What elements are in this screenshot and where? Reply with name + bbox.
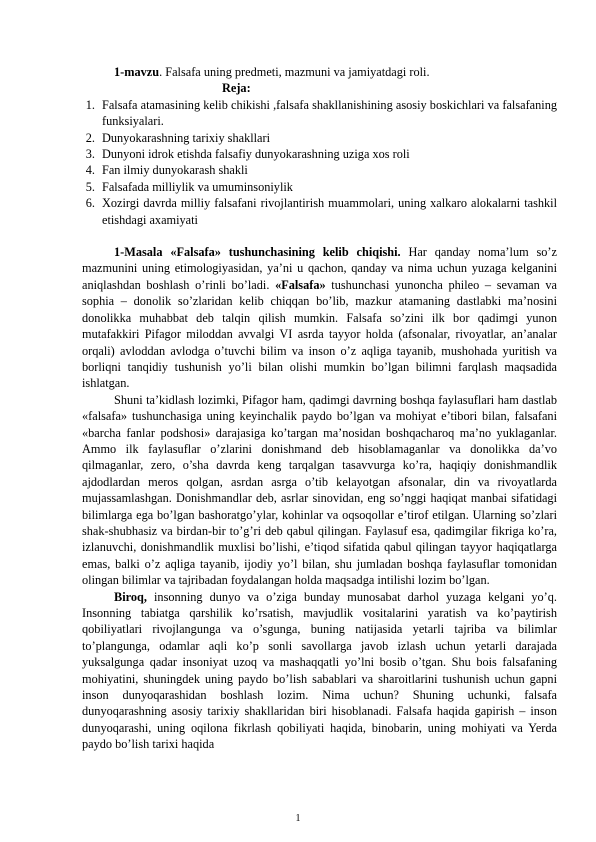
page-number: 1 (295, 813, 301, 824)
paragraph-3 (82, 589, 557, 753)
blank-line (82, 228, 557, 244)
topic-text: . Falsafa uning predmeti, mazmuni va jamiyatdagi roli. (159, 65, 430, 79)
plan-item: 3. Dunyoni idrok etishda falsafiy dunyokarashning uziga xos roli (98, 146, 557, 162)
document-page (82, 64, 557, 753)
plan-heading: Reja: (222, 81, 251, 96)
paragraph-1-text-a: Har qanday noma’lum so’z mazmunini uning etimologiyasidan, ya’ni u qachon, qanday va nima uchun yuzaga kelganini aniqlashdan boshlash o’rinli bo’ladi. (82, 245, 557, 292)
paragraph-3-lead: Biroq, (114, 589, 147, 604)
plan-item: 4. Fan ilmiy dunyokarash shakli (98, 162, 557, 178)
topic-title (82, 64, 557, 80)
plan-list (82, 97, 557, 228)
paragraph-2: Shuni ta’kidlash lozimki, Pifagor ham, qadimgi davrning boshqa faylasuflari ham dastlab «falsafa» tushunchasiga uning keyinchalik paydo bo’lgan va mohiyat e’tibori bilan, falsafani «barcha fanlar podshosi» darajasiga ko’targan ma’nosidan boshqacharoq ma’no yuklaganlar. Ammo ilk faylasuflar o’zlarini donishmand deb hisoblamaganlar va donolikka da’vo qilmaganlar, zero, o’sha davrda keng tarqalgan tasavvurga ko’ra, haqiqiy donishmandlik ajdodlardan meros qolgan, asrdan asrga o’tib kelayotgan afsonalar, din va rivoyatlarda mujassamlashgan. Donishmandlar deb, asrlar sinovidan, eng so’nggi haqiqat manbai sifatidagi bilimlarga ega bo’lgan bashoratgo’ylar, kohinlar va oqsoqollar e’tirof etilgan. Ularning so’zlari shak-shubhasiz va birdan-bir to’g’ri deb qabul qilingan. Faylasuf esa, qadimgilar fikriga ko’ra, izlanuvchi, donishmandlik muxlisi bo’lishi, e’tiqod sifatida qabul qilingan tayyor haqiqatlarga emas, balki o’z aqliga tayanib, ijodiy yo’l bilan, shu jumladan boshqa faylasuflar tomonidan olingan bilimlar va tajribadan foydalangan holda maqsadga intilishi lozim bo’lgan. (82, 392, 557, 588)
paragraph-3-text: insonning dunyo va o’ziga bunday munosabat darhol yuzaga kelgani yo’q. Insonning tabiatga qarshilik ko’rsatish, mavjudlik vositalarini yaratish va ko’paytirish qobiliyatlari rivojlangunga va o’sgunga, buning natijasida yetarli tajriba va bilimlar to’plangunga, odamlar aqli ko’p sonli savollarga javob izlash uchun yetarli darajada yuksalgunga qadar insoniyat uzoq va mashaqqatli yo’lni bosib o’tgan. Shu bois falsafaning mohiyatini, shuningdek uning paydo bo’lish sabablari va sharoitlarini tushunish uchun gapni inson dunyoqarashidan boshlash lozim. Nima uchun? Shuning uchunki, falsafa dunyoqarashning asosiy tarixiy shakllaridan biri hisoblanadi. Falsafa haqida gapirish – inson dunyoqarashi, uning oqilona fikrlash qobiliyati haqida, binobarin, uning mohiyati va Yerda paydo bo’lish tarixi haqida (82, 589, 557, 752)
plan-item: 1. Falsafa atamasining kelib chikishi ,falsafa shakllanishining asosiy boskichlari va falsafaning funksiyalari. (98, 97, 557, 130)
plan-item: 6. Xozirgi davrda milliy falsafani rivojlantirish muammolari, uning xalkaro alokalarni tashkil etishdagi axamiyati (98, 195, 557, 228)
plan-item: 2. Dunyokarashning tarixiy shakllari (98, 130, 557, 146)
topic-label: 1-mavzu (114, 65, 160, 79)
falsafa-term: «Falsafa» (275, 277, 326, 292)
section-heading: 1-Masala «Falsafa» tushunchasining kelib chiqishi. (114, 245, 401, 260)
paragraph-1-text-b: tushunchasi yunoncha phileo – sevaman va sophia – donolik so’zlaridan kelib chiqqan bo’lib, mazkur atamaning dastlabki ma’nosini donolikka muhabbat deb talqin qilish mumkin. Falsafa so’zini ilk bor qadimgi yunon mutafakkiri Pifagor miloddan avvalgi VI asrda tayyor holda (afsonalar, rivoyatlar, an’analar orqali) avloddan avlodga o’tuvchi bilim va inson o’z aqliga tayanib, mushohada yuritish va borliqni tanqidiy tushunish yo’li bilan olishi mumkin bo’lgan bilimni farqlash maqsadida ishlatgan. (82, 277, 558, 391)
paragraph-1 (82, 244, 557, 392)
plan-item: 5. Falsafada milliylik va umuminsoniylik (98, 179, 557, 195)
